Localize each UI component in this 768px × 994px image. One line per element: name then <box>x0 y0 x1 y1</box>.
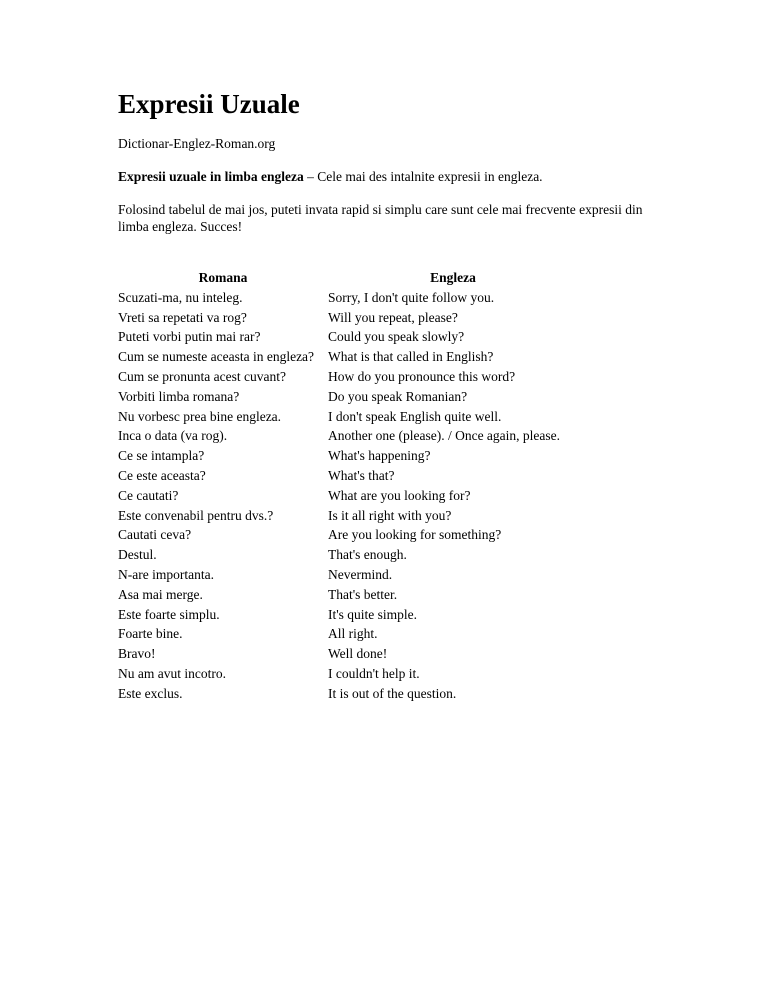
romanian-expression: Vreti sa repetati va rog? <box>118 309 247 325</box>
romanian-expression: Puteti vorbi putin mai rar? <box>118 329 261 345</box>
english-expression: Will you repeat, please? <box>328 309 458 325</box>
english-expression: What's that? <box>328 467 395 483</box>
table-body <box>118 288 578 704</box>
header-romana: Romana <box>198 270 248 285</box>
table-row <box>118 327 578 347</box>
english-expression: How do you pronounce this word? <box>328 368 516 384</box>
english-expression: I don't speak English quite well. <box>328 408 502 424</box>
header-engleza: Engleza <box>430 270 476 285</box>
table-row <box>118 288 578 308</box>
romanian-expression: Vorbiti limba romana? <box>118 388 240 404</box>
english-expression: That's enough. <box>328 547 407 563</box>
romanian-expression: Ce este aceasta? <box>118 467 206 483</box>
table-row <box>118 624 578 644</box>
romanian-expression: Cum se pronunta acest cuvant? <box>118 368 286 384</box>
english-expression: What is that called in English? <box>328 349 494 365</box>
romanian-expression: Scuzati-ma, nu inteleg. <box>118 289 243 305</box>
expressions-table <box>118 268 578 704</box>
table-row <box>118 407 578 427</box>
romanian-expression: Este foarte simplu. <box>118 606 220 622</box>
table-row <box>118 466 578 486</box>
english-expression: I couldn't help it. <box>328 665 420 681</box>
table-row <box>118 525 578 545</box>
romanian-expression: Inca o data (va rog). <box>118 428 228 444</box>
romanian-expression: Cum se numeste aceasta in engleza? <box>118 349 315 365</box>
romanian-expression: Bravo! <box>118 646 156 662</box>
intro-bold: Expresii uzuale in limba engleza <box>118 169 304 184</box>
table-header-row <box>118 268 578 288</box>
romanian-expression: Este convenabil pentru dvs.? <box>118 507 274 523</box>
english-expression: It's quite simple. <box>328 606 418 622</box>
table-row <box>118 664 578 684</box>
english-expression: Do you speak Romanian? <box>328 388 468 404</box>
intro-line <box>118 168 543 186</box>
table-row <box>118 644 578 664</box>
english-expression: Well done! <box>328 646 388 662</box>
english-expression: Are you looking for something? <box>328 527 502 543</box>
table-row <box>118 486 578 506</box>
table-row <box>118 684 578 704</box>
table-row <box>118 446 578 466</box>
table-row <box>118 506 578 526</box>
english-expression: What are you looking for? <box>328 487 471 503</box>
english-expression: Another one (please). / Once again, please. <box>328 428 561 444</box>
romanian-expression: Ce cautati? <box>118 487 179 503</box>
romanian-expression: Cautati ceva? <box>118 527 192 543</box>
romanian-expression: Asa mai merge. <box>118 586 203 602</box>
romanian-expression: Destul. <box>118 547 157 563</box>
table-row <box>118 347 578 367</box>
table-row <box>118 545 578 565</box>
romanian-expression: Nu vorbesc prea bine engleza. <box>118 408 282 424</box>
english-expression: Sorry, I don't quite follow you. <box>328 289 495 305</box>
site-name: Dictionar-Englez-Roman.org <box>118 136 276 151</box>
english-expression: Could you speak slowly? <box>328 329 465 345</box>
table-row <box>118 426 578 446</box>
romanian-expression: Ce se intampla? <box>118 448 205 464</box>
table-row <box>118 387 578 407</box>
romanian-expression: Nu am avut incotro. <box>118 665 226 681</box>
romanian-expression: Este exclus. <box>118 685 183 701</box>
english-expression: What's happening? <box>328 448 431 464</box>
english-expression: Nevermind. <box>328 566 393 582</box>
intro-rest: – Cele mai des intalnite expresii in engleza. <box>303 169 543 184</box>
table-row <box>118 585 578 605</box>
table-row <box>118 565 578 585</box>
table-row <box>118 308 578 328</box>
table-row <box>118 367 578 387</box>
english-expression: Is it all right with you? <box>328 507 452 523</box>
table-row <box>118 605 578 625</box>
romanian-expression: N-are importanta. <box>118 566 214 582</box>
english-expression: It is out of the question. <box>328 685 457 701</box>
intro-paragraph: Folosind tabelul de mai jos, puteti invata rapid si simplu care sunt cele mai frecvente expresii din limba engleza. Succes! <box>118 202 643 234</box>
english-expression: That's better. <box>328 586 398 602</box>
english-expression: All right. <box>328 626 378 642</box>
romanian-expression: Foarte bine. <box>118 626 183 642</box>
page-title: Expresii Uzuale <box>118 89 300 119</box>
